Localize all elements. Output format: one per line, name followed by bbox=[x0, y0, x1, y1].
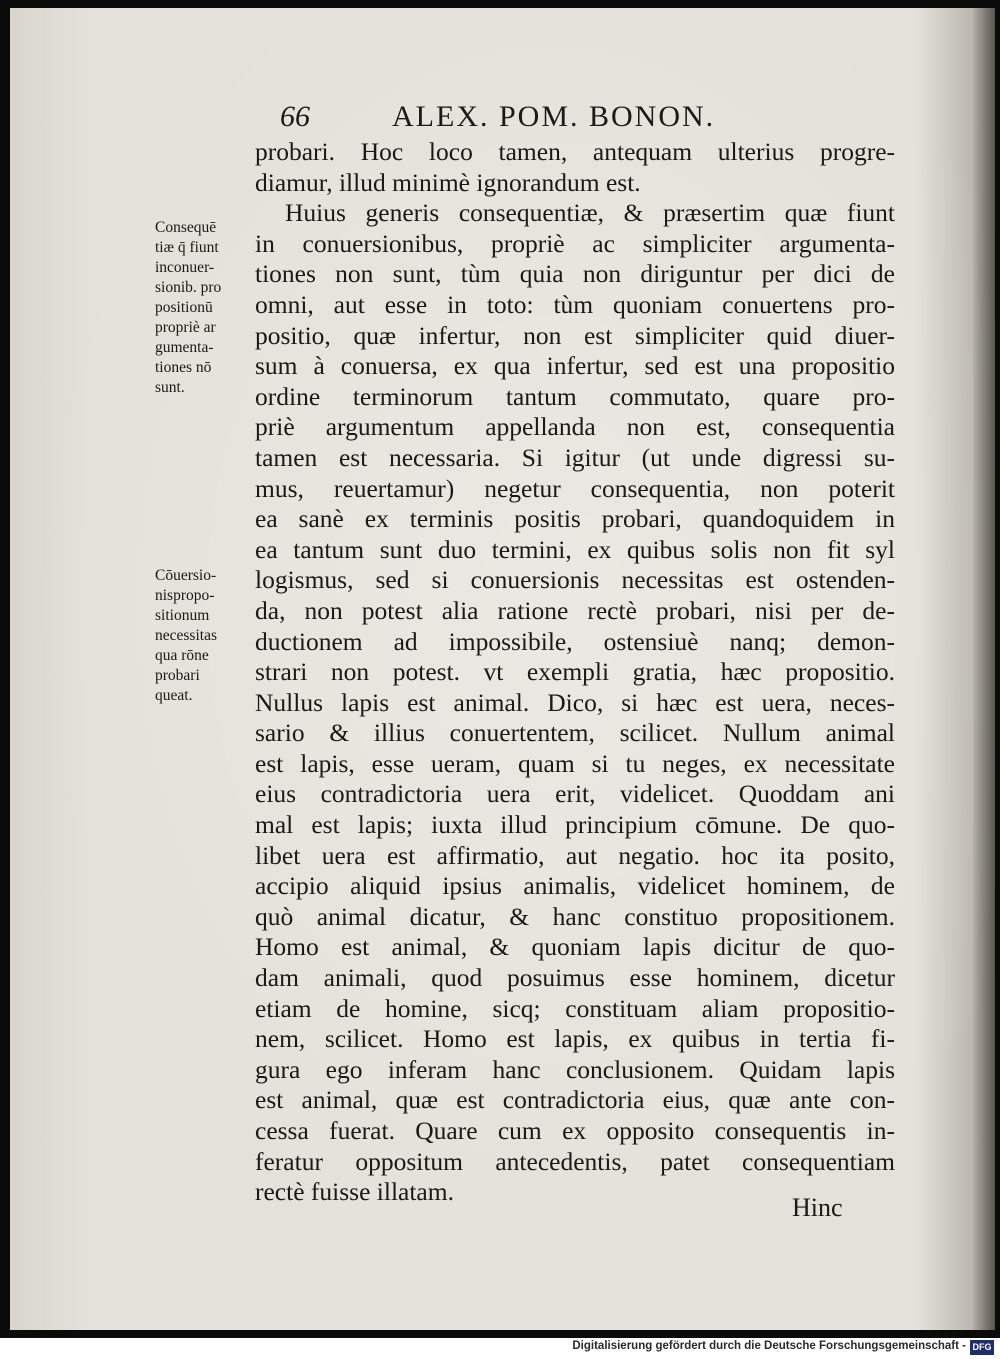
marginal-note-necessity bbox=[155, 566, 263, 706]
text-line: eius contradictoria uera erit, videlicet. Quoddam ani bbox=[255, 779, 895, 809]
marginal-line: nispropo- bbox=[155, 587, 215, 604]
text-line: sario & illius conuertentem, scilicet. Nullum animal bbox=[255, 718, 895, 748]
text-line: libet uera est affirmatio, aut negatio. hoc ita posito, bbox=[255, 840, 895, 870]
text-line: ea sanè ex terminis positis probari, quandoquidem in bbox=[255, 504, 895, 534]
page-number: 66 bbox=[280, 100, 310, 133]
text-line: strari non potest. vt exempli gratia, hæc propositio. bbox=[255, 657, 895, 687]
marginal-line: tiæ q̄ fiunt bbox=[155, 239, 219, 256]
funding-note: Digitalisierung gefördert durch die Deutsche Forschungsgemeinschaft - bbox=[572, 1340, 966, 1352]
text-line: logismus, sed si conuersionis necessitas est ostenden- bbox=[255, 565, 895, 595]
text-line: est animal, quæ est contradictoria eius, quæ ante con- bbox=[255, 1085, 895, 1115]
text-line: quò animal dicatur, & hanc constituo propositionem. bbox=[255, 901, 895, 931]
marginal-line: sunt. bbox=[155, 379, 185, 396]
main-text-block bbox=[255, 137, 895, 1208]
text-line: cessa fuerat. Quare cum ex opposito consequentis in- bbox=[255, 1116, 895, 1145]
text-line: Homo est animal, & quoniam lapis dicitur de quo- bbox=[255, 932, 895, 962]
marginal-line: probari bbox=[155, 667, 200, 684]
text-line: sum à conuersa, ex qua infertur, sed est una propositio bbox=[255, 351, 895, 381]
text-line: accipio aliquid ipsius animalis, videlicet hominem, de bbox=[255, 871, 895, 901]
text-line: mal est lapis; iuxta illud principium cōmune. De quo- bbox=[255, 810, 895, 840]
marginal-line: qua rōne bbox=[155, 647, 209, 664]
page-edge-shadow bbox=[973, 8, 995, 1330]
text-line: positio, quæ infertur, non est simpliciter quid diuer- bbox=[255, 320, 895, 350]
marginal-line: propriè ar bbox=[155, 319, 216, 336]
text-line: omni, aut esse in toto: tùm quoniam conuertens pro- bbox=[255, 289, 895, 319]
text-line: Huius generis consequentiæ, & præsertim quæ fiunt bbox=[285, 198, 895, 228]
dfg-logo-icon: DFG bbox=[970, 1340, 994, 1355]
text-line: gura ego inferam hanc conclusionem. Quidam lapis bbox=[255, 1054, 895, 1084]
text-line: mus, reuertamur) negetur consequentia, non poterit bbox=[255, 473, 895, 503]
running-title: ALEX. POM. BONON. bbox=[392, 100, 716, 133]
text-line: rectè fuisse illatam. bbox=[255, 1177, 454, 1207]
digitization-footer bbox=[0, 1338, 1000, 1359]
marginal-line: tiones nō bbox=[155, 359, 212, 376]
marginal-line: inconuer- bbox=[155, 259, 215, 276]
marginal-line: sionib. pro bbox=[155, 279, 222, 296]
page-header bbox=[280, 100, 780, 140]
text-line: da, non potest alia ratione rectè probari, nisi per de- bbox=[255, 595, 895, 625]
marginal-line: Cōuersio- bbox=[155, 567, 217, 584]
marginal-note-conversions bbox=[155, 218, 263, 398]
marginal-line: gumenta- bbox=[155, 339, 214, 356]
marginal-line: sitionum bbox=[155, 607, 210, 624]
marginal-line: Consequē bbox=[155, 219, 217, 236]
text-line: est lapis, esse ueram, quam si tu neges, ex necessitate bbox=[255, 748, 895, 778]
text-line: nem, scilicet. Homo est lapis, ex quibus in tertia fi- bbox=[255, 1024, 895, 1054]
marginal-line: queat. bbox=[155, 687, 193, 704]
marginal-line: necessitas bbox=[155, 627, 217, 644]
text-line: feratur oppositum antecedentis, patet consequentiam bbox=[255, 1146, 895, 1176]
catchword: Hinc bbox=[792, 1193, 843, 1222]
text-line: ordine terminorum tantum commutato, quare pro- bbox=[255, 381, 895, 411]
text-line: in conuersionibus, propriè ac simpliciter argumenta- bbox=[255, 228, 895, 258]
text-line: diamur, illud minimè ignorandum est. bbox=[255, 167, 641, 197]
text-line: Nullus lapis est animal. Dico, si hæc est uera, neces- bbox=[255, 687, 895, 717]
text-line: probari. Hoc loco tamen, antequam ulterius progre- bbox=[255, 137, 895, 166]
text-line: tamen est necessaria. Si igitur (ut unde digressi su- bbox=[255, 442, 895, 472]
text-line: ductionem ad impossibile, ostensiuè nanq; demon- bbox=[255, 626, 895, 656]
text-line: ea tantum sunt duo termini, ex quibus solis non fit syl bbox=[255, 534, 895, 564]
text-line: tiones non sunt, tùm quia non diriguntur per dici de bbox=[255, 259, 895, 289]
text-line: etiam de homine, sicq; constituam aliam propositio- bbox=[255, 993, 895, 1023]
text-line: priè argumentum appellanda non est, consequentia bbox=[255, 412, 895, 442]
text-line: dam animali, quod posuimus esse hominem, dicetur bbox=[255, 963, 895, 993]
marginal-line: positionū bbox=[155, 299, 213, 316]
